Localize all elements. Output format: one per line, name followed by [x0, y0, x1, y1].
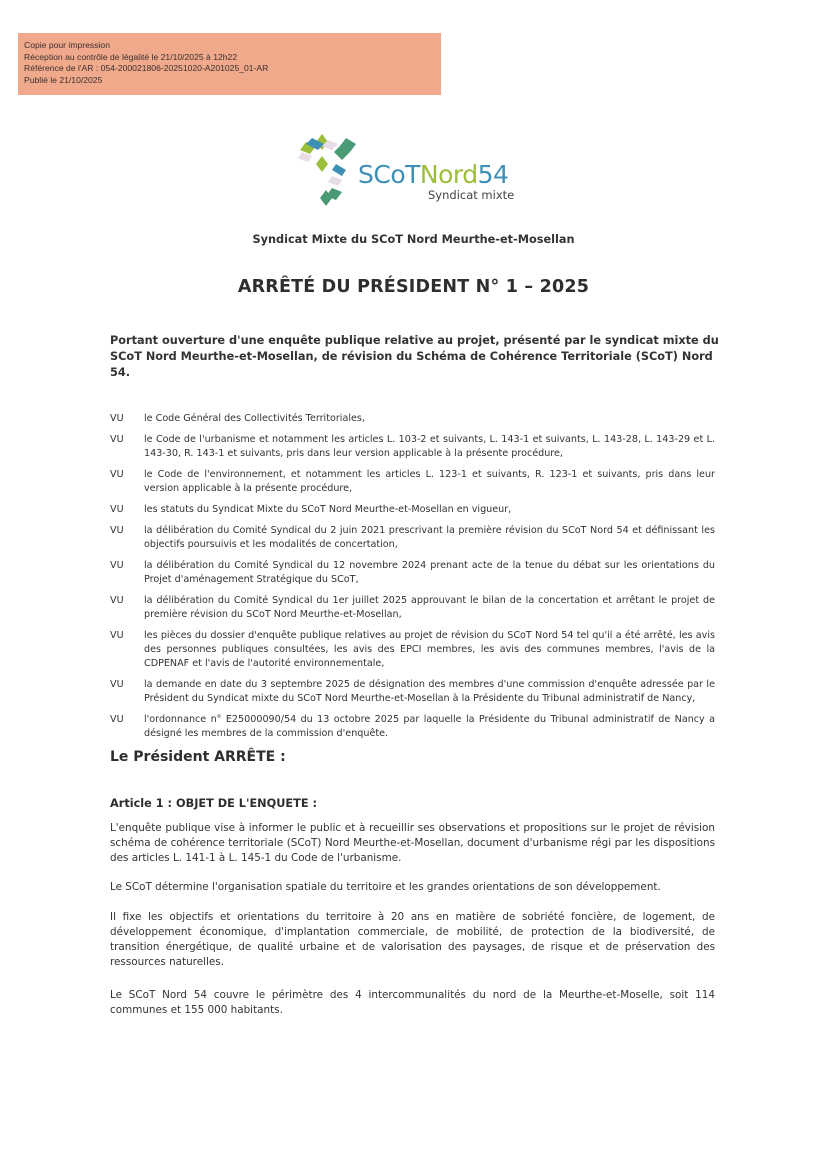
visa-item: VU le Code Général des Collectivités Territoriales,	[110, 413, 365, 424]
visa-item: VU la demande en date du 3 septembre 2025 de désignation des membres d'une commission d'enquête adressée par le Président du Syndicat mixte du SCoT Nord Meurthe-et-Mosellan à la Présidente du Tribunal administratif de Nancy,	[110, 679, 715, 704]
visa-item: VU les pièces du dossier d'enquête publique relatives au projet de révision du SCoT Nord 54 tel qu'il a été arrêté, les avis des personnes publiques consultées, les avis des EPCI membres, les avis des communes membres, l'avis de la CDPENAF et l'avis de l'autorité environnementale,	[110, 630, 715, 669]
stamp-line: Réception au contrôle de légalité le 21/10/2025 à 12h22	[24, 51, 238, 62]
legality-stamp	[18, 33, 441, 95]
stamp-line: Référence de l'AR : 054-200021806-20251020-A201025_01-AR	[24, 63, 269, 73]
visa-item: VU la délibération du Comité Syndical du 2 juin 2021 prescrivant la première révision du SCoT Nord 54 et définissant les objectifs poursuivis et les modalités de concertation,	[110, 525, 715, 550]
logo-wordmark: SCoTNord54	[358, 160, 509, 189]
visa-item: VU le Code de l'environnement, et notamment les articles L. 123-1 et suivants, R. 123-1 et suivants, pris dans leur version applicable à la présente procédure,	[110, 469, 715, 494]
document-subject: Portant ouverture d'une enquête publique relative au projet, présenté par le syndicat mixte du SCoT Nord Meurthe-et-Mosellan, de révision du Schéma de Cohérence Territoriale (SCoT) Nord 54.	[110, 334, 719, 379]
stamp-line: Publié le 21/10/2025	[24, 74, 103, 85]
visa-item: VU le Code de l'urbanisme et notamment les articles L. 103-2 et suivants, L. 143-1 et suivants, L. 143-28, L. 143-29 et L. 143-30, R. 143-1 et suivants, pris dans leur version applicable à la présente procédure,	[110, 434, 715, 459]
organization-name: Syndicat Mixte du SCoT Nord Meurthe-et-Mosellan	[252, 233, 575, 246]
logo-subtitle: Syndicat mixte	[428, 188, 515, 202]
stamp-line: Copie pour impression	[24, 40, 110, 50]
article-1-heading: Article 1 : OBJET DE L'ENQUETE :	[110, 797, 317, 810]
visa-item: VU les statuts du Syndicat Mixte du SCoT Nord Meurthe-et-Mosellan en vigueur,	[110, 504, 512, 515]
visa-item: VU l'ordonnance n° E25000090/54 du 13 octobre 2025 par laquelle la Présidente du Tribunal administratif de Nancy a désigné les membres de la commission d'enquête.	[110, 714, 715, 739]
article-1-paragraph: Le SCoT Nord 54 couvre le périmètre des 4 intercommunalités du nord de la Meurthe-et-Moselle, soit 114 communes et 155 000 habitants.	[110, 989, 715, 1016]
scot-nord54-logo	[298, 130, 538, 210]
visa-item: VU la délibération du Comité Syndical du 12 novembre 2024 prenant acte de la tenue du débat sur les orientations du Projet d'aménagement Stratégique du SCoT,	[110, 560, 715, 585]
article-1-paragraph: L'enquête publique vise à informer le public et à recueillir ses observations et propositions sur le projet de révision schéma de cohérence territoriale (SCoT) Nord Meurthe-et-Mosellan, document d'urbanisme régi par les dispositions des articles L. 141-1 à L. 145-1 du Code de l'urbanisme.	[110, 822, 715, 864]
document-title: ARRÊTÉ DU PRÉSIDENT N° 1 – 2025	[237, 277, 590, 297]
article-1-paragraph: Il fixe les objectifs et orientations du territoire à 20 ans en matière de sobriété foncière, de logement, de développement économique, d'implantation commerciale, de mobilité, de protection de la biodiversité, de transition énergétique, de qualité urbaine et de valorisation des paysages, de risque et de préservation des ressources naturelles.	[110, 911, 715, 968]
article-1-paragraph: Le SCoT détermine l'organisation spatiale du territoire et les grandes orientations de son développement.	[110, 881, 661, 893]
decision-heading: Le Président ARRÊTE :	[110, 749, 286, 765]
visa-item: VU la délibération du Comité Syndical du 1er juillet 2025 approuvant le bilan de la concertation et arrêtant le projet de première révision du SCoT Nord Meurthe-et-Mosellan,	[110, 595, 715, 620]
visas-list	[110, 412, 715, 748]
